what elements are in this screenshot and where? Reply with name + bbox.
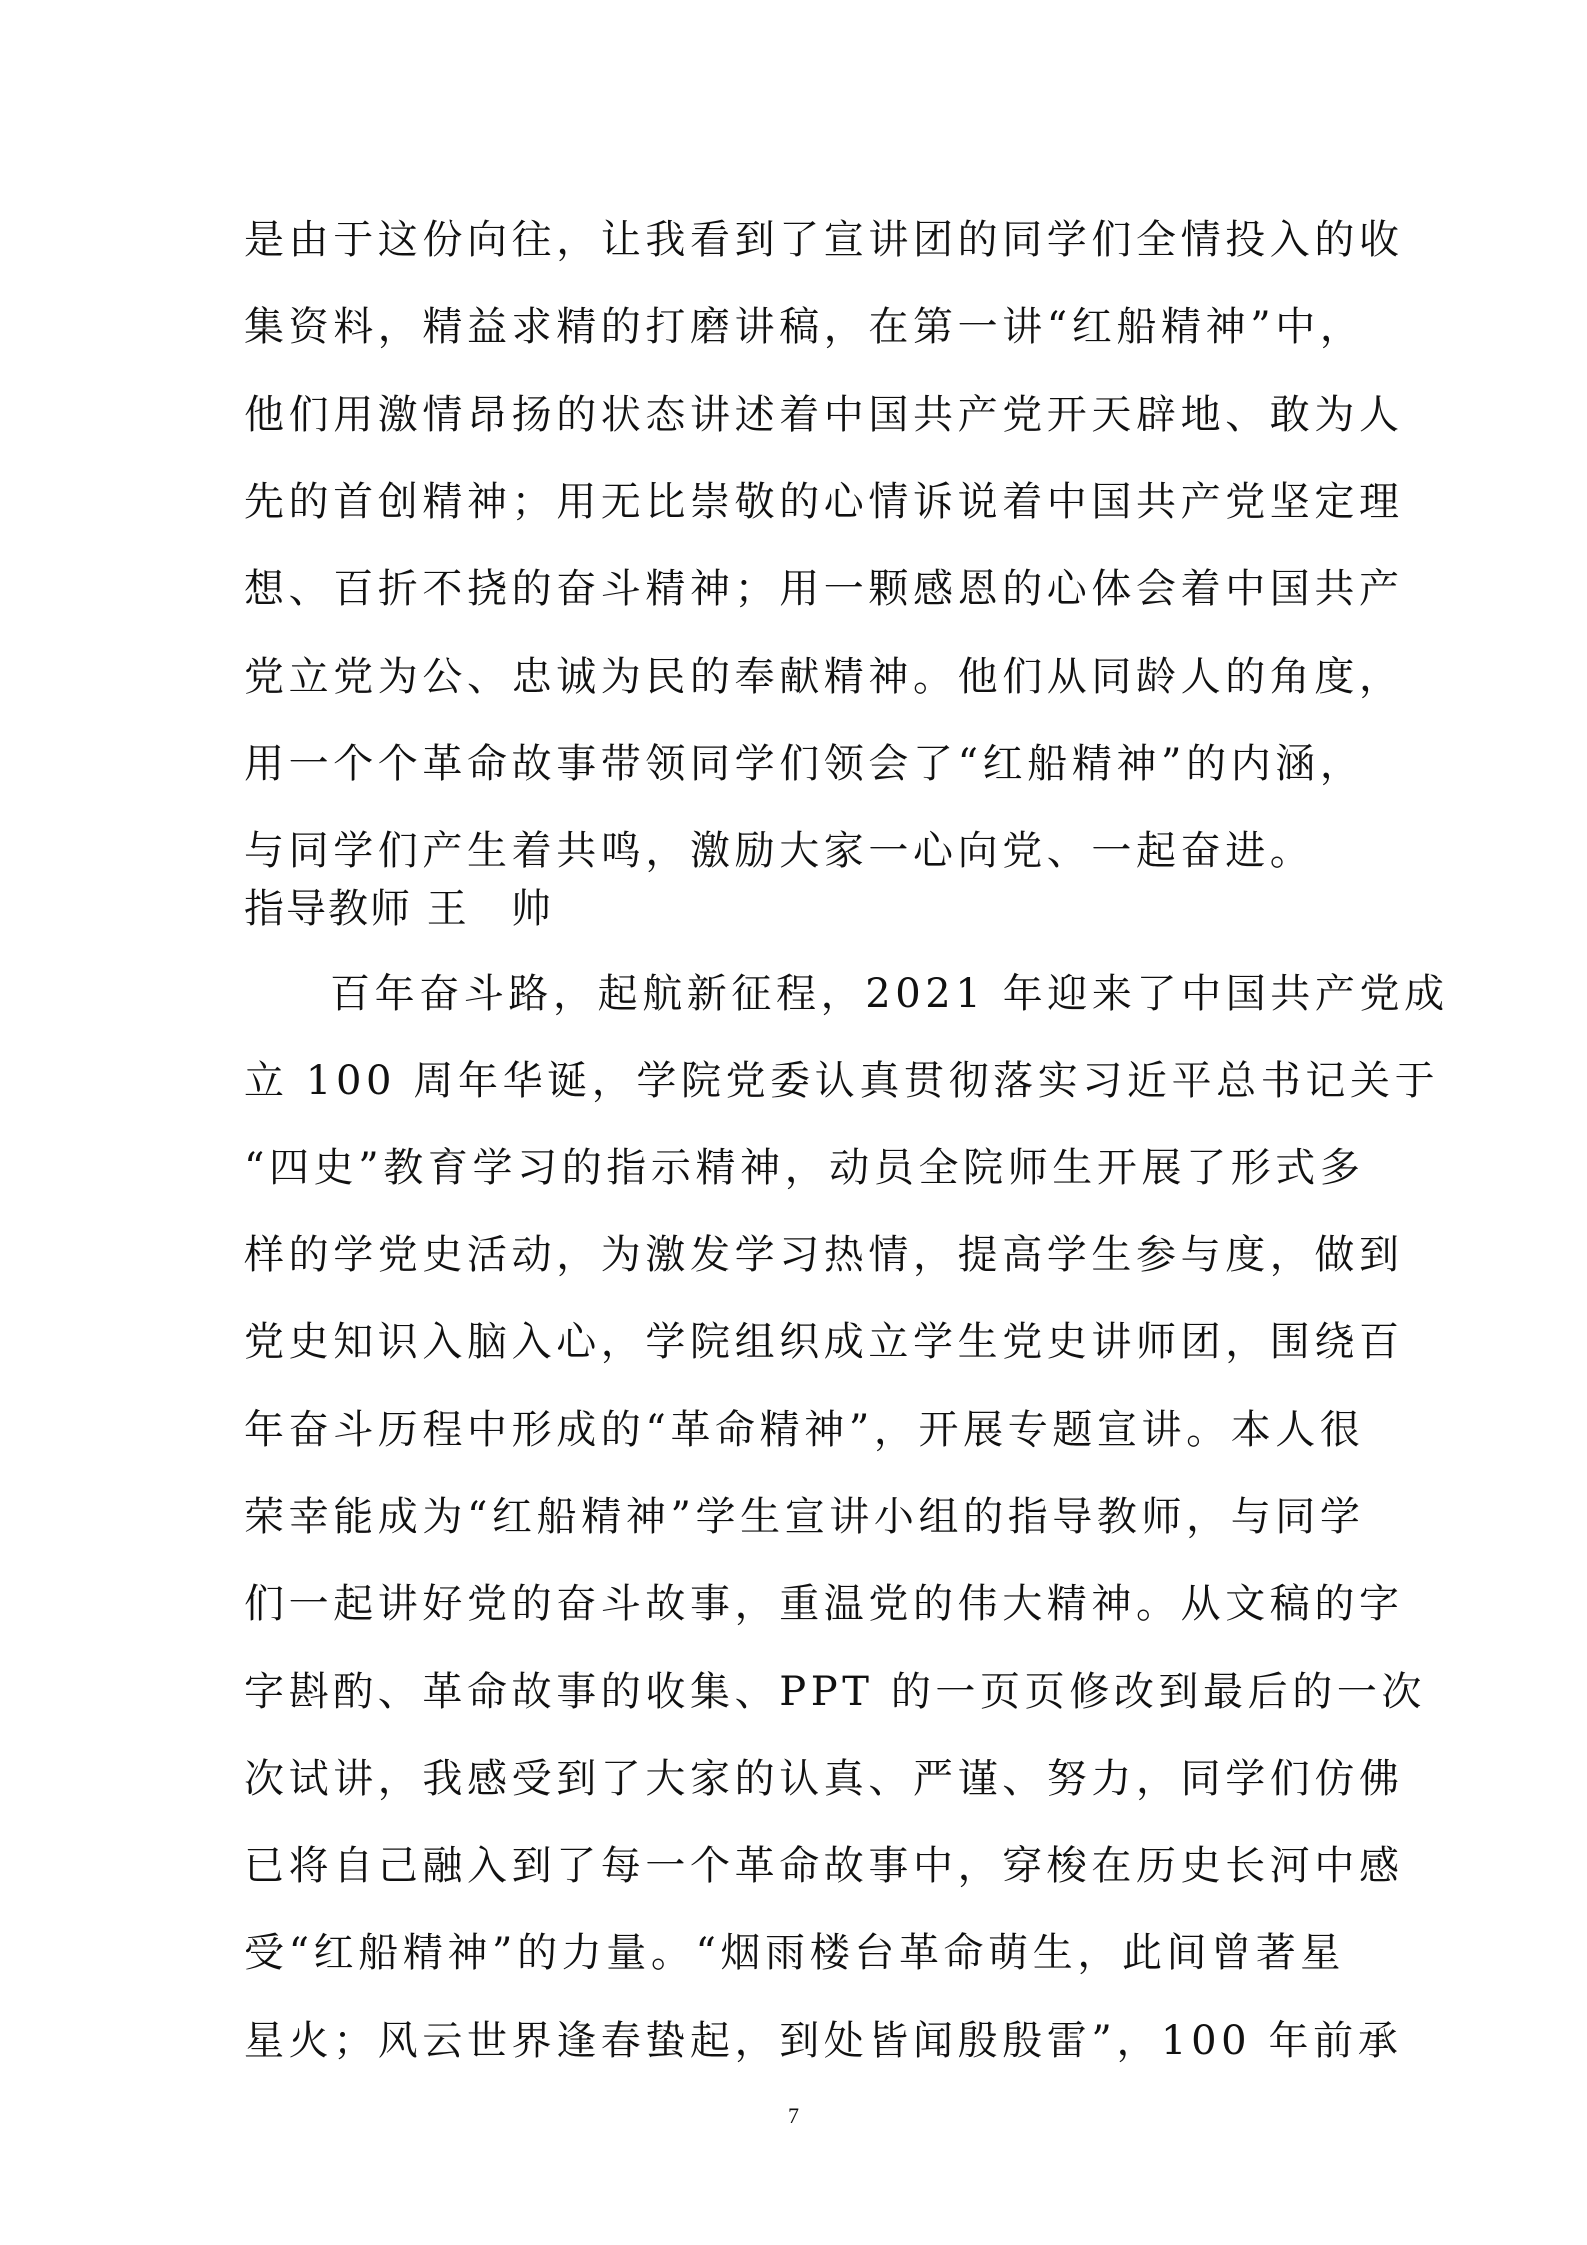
text-line: 他们用激情昂扬的状态讲述着中国共产党开天辟地、敢为人 — [244, 392, 1404, 438]
page-number: 7 — [788, 2103, 799, 2128]
text-line: 受“红船精神”的力量。“烟雨楼台革命萌生，此间曾著星 — [244, 1930, 1345, 1976]
text-line: 党史知识入脑入心，学院组织成立学生党史讲师团，围绕百 — [244, 1319, 1404, 1365]
text-line: 是由于这份向往，让我看到了宣讲团的同学们全情投入的收 — [244, 217, 1404, 263]
text-line: 想、百折不挠的奋斗精神；用一颗感恩的心体会着中国共产 — [244, 566, 1404, 612]
text-line: 已将自己融入到了每一个革命故事中，穿梭在历史长河中感 — [244, 1843, 1404, 1889]
text-line: 与同学们产生着共鸣，激励大家一心向党、一起奋进。 — [244, 828, 1315, 874]
text-line: 立 100 周年华诞，学院党委认真贯彻落实习近平总书记关于 — [244, 1058, 1440, 1104]
text-line: 星火；风云世界逢春蛰起，到处皆闻殷殷雷”，100 年前承 — [244, 2018, 1403, 2064]
text-line: 们一起讲好党的奋斗故事，重温党的伟大精神。从文稿的字 — [244, 1581, 1404, 1627]
text-line: 样的学党史活动，为激发学习热情，提高学生参与度，做到 — [244, 1232, 1404, 1278]
text-line: 年奋斗历程中形成的“革命精神”，开展专题宣讲。本人很 — [244, 1407, 1365, 1453]
text-line: 百年奋斗路，起航新征程，2021 年迎来了中国共产党成 — [330, 971, 1449, 1017]
text-line: 字斟酌、革命故事的收集、PPT 的一页页修改到最后的一次 — [244, 1669, 1427, 1715]
text-line: 次试讲，我感受到了大家的认真、严谨、努力，同学们仿佛 — [244, 1756, 1404, 1802]
text-line: 集资料，精益求精的打磨讲稿，在第一讲“红船精神”中， — [244, 304, 1365, 350]
section-heading: 指导教师 王 帅 — [244, 886, 553, 932]
text-line: 用一个个革命故事带领同学们领会了“红船精神”的内涵， — [244, 741, 1365, 787]
text-line: “四史”教育学习的指示精神，动员全院师生开展了形式多 — [244, 1145, 1365, 1191]
text-line: 党立党为公、忠诚为民的奉献精神。他们从同龄人的角度， — [244, 654, 1404, 700]
text-line: 先的首创精神；用无比崇敬的心情诉说着中国共产党坚定理 — [244, 479, 1404, 525]
text-line: 荣幸能成为“红船精神”学生宣讲小组的指导教师，与同学 — [244, 1494, 1365, 1540]
